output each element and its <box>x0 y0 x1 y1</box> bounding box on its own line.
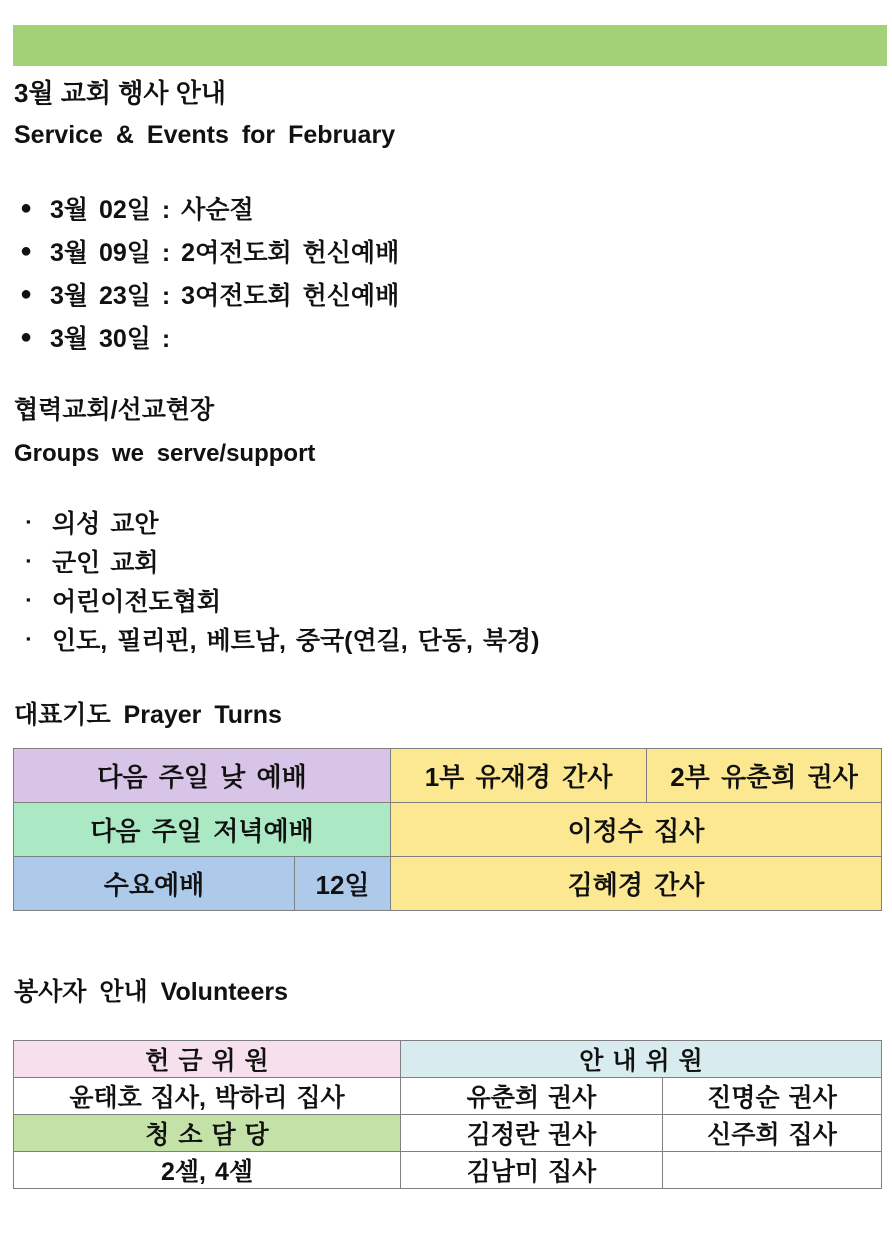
square-bullet-icon: ▪ <box>26 514 31 529</box>
volunteer-cell: 김남미 집사 <box>401 1152 663 1189</box>
table-row <box>14 1041 882 1078</box>
group-text: 인도, 필리핀, 베트남, 중국(연길, 단동, 북경) <box>52 626 540 655</box>
volunteer-cell: 진명순 권사 <box>663 1078 882 1115</box>
column-header-offering: 헌 금 위 원 <box>14 1041 401 1078</box>
volunteer-cell: 2셀, 4셀 <box>14 1152 401 1189</box>
table-row <box>14 1152 882 1189</box>
column-header-ushers: 안 내 위 원 <box>401 1041 882 1078</box>
group-text: 의성 교안 <box>52 509 159 538</box>
volunteer-cell <box>663 1152 882 1189</box>
disc-bullet-icon: ● <box>20 239 33 262</box>
list-item <box>20 272 399 315</box>
disc-bullet-icon: ● <box>20 282 33 305</box>
group-text: 군인 교회 <box>52 548 159 577</box>
event-text: 3월 09일 : 2여전도회 헌신예배 <box>50 238 400 267</box>
square-bullet-icon: ▪ <box>26 553 31 568</box>
groups-section-title-korean: 협력교회/선교현장 <box>14 396 215 424</box>
service-cell: 다음 주일 낮 예배 <box>14 749 391 803</box>
prayer-person-cell: 김혜경 간사 <box>391 857 882 911</box>
list-item <box>26 502 540 541</box>
groups-list <box>26 502 540 658</box>
volunteer-cell: 윤태호 집사, 박하리 집사 <box>14 1078 401 1115</box>
list-item <box>26 619 540 658</box>
table-row <box>14 857 882 911</box>
table-row <box>14 1078 882 1115</box>
square-bullet-icon: ▪ <box>26 631 31 646</box>
page-title-korean: 3월 교회 행사 안내 <box>14 78 226 108</box>
list-item <box>20 186 399 229</box>
disc-bullet-icon: ● <box>20 196 33 219</box>
service-cell: 수요예배 <box>14 857 295 911</box>
prayer-person-cell: 이정수 집사 <box>391 803 882 857</box>
row-header-cleaning: 청 소 담 당 <box>14 1115 401 1152</box>
list-item <box>20 229 399 272</box>
prayer-person-cell: 1부 유재경 간사 <box>391 749 647 803</box>
groups-section-title-english: Groups we serve/support <box>14 440 316 467</box>
page-header <box>14 76 395 153</box>
event-text: 3월 23일 : 3여전도회 헌신예배 <box>50 281 400 310</box>
square-bullet-icon: ▪ <box>26 592 31 607</box>
prayer-person-cell: 2부 유춘희 권사 <box>647 749 882 803</box>
page-title-english: Service & Events for February <box>14 121 396 150</box>
table-row <box>14 1115 882 1152</box>
service-cell: 다음 주일 저녁예배 <box>14 803 391 857</box>
table-row <box>14 749 882 803</box>
event-text: 3월 30일 : <box>50 324 171 353</box>
volunteer-cell: 김정란 권사 <box>401 1115 663 1152</box>
volunteer-cell: 유춘희 권사 <box>401 1078 663 1115</box>
prayer-section-title: 대표기도 Prayer Turns <box>14 701 282 729</box>
list-item <box>20 315 399 358</box>
events-list <box>20 186 399 358</box>
prayer-turns-table <box>13 748 882 911</box>
list-item <box>26 541 540 580</box>
volunteer-cell: 신주희 집사 <box>663 1115 882 1152</box>
volunteers-table <box>13 1040 882 1189</box>
date-cell: 12일 <box>295 857 391 911</box>
disc-bullet-icon: ● <box>20 325 33 348</box>
event-text: 3월 02일 : 사순절 <box>50 195 254 224</box>
table-row <box>14 803 882 857</box>
decorative-header-bar <box>13 25 887 66</box>
volunteers-section-title: 봉사자 안내 Volunteers <box>14 978 288 1006</box>
list-item <box>26 580 540 619</box>
group-text: 어린이전도협회 <box>52 587 222 616</box>
